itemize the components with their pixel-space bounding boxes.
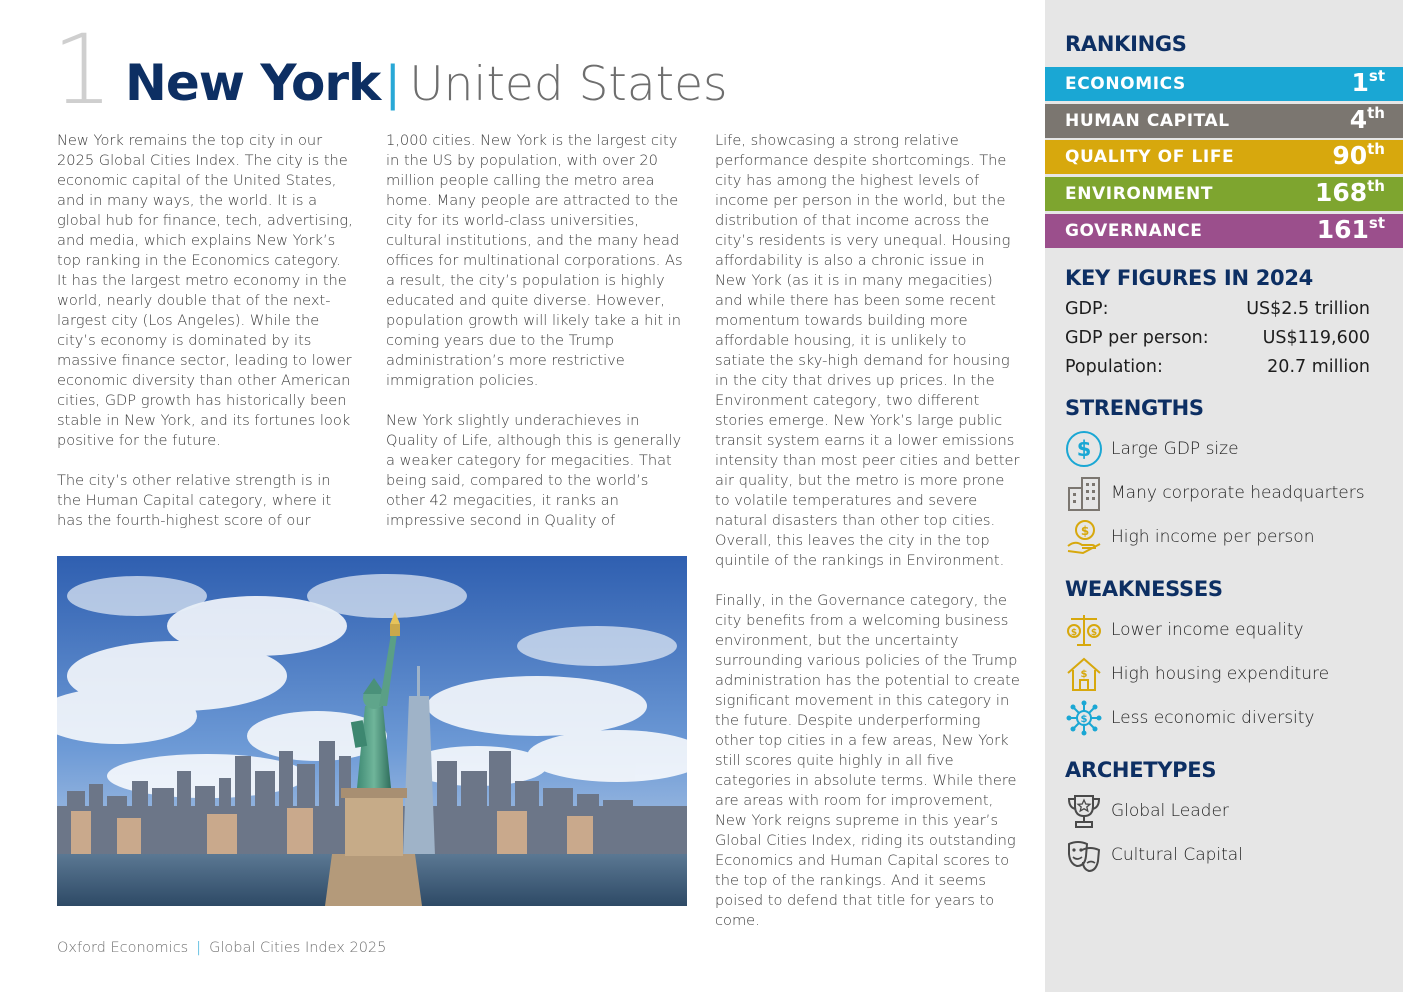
body-column-2: [386, 131, 684, 551]
key-figures-heading: KEY FIGURES IN 2024: [1065, 266, 1313, 290]
svg-text:$: $: [1080, 714, 1088, 725]
weakness-item: $ High housing expenditure: [1065, 655, 1395, 695]
hand-coin-icon: [1065, 518, 1103, 556]
ranking-value: 161st: [1316, 214, 1385, 244]
ranking-row-human-capital: [1045, 104, 1403, 138]
svg-text:$: $: [1080, 669, 1088, 680]
footer-report-title: Global Cities Index 2025: [209, 940, 387, 956]
archetype-item: Cultural Capital: [1065, 836, 1395, 876]
strength-item: $ Large GDP size: [1065, 430, 1395, 470]
dollar-circle-icon: [1065, 430, 1103, 468]
body-paragraph: New York slightly underachieves in Quality of Life, although this is generally a weaker category for megacities. That being said, compared to the world’s other 42 megacities, it ranks an impressive second in Quality of: [386, 412, 682, 529]
city-rank-number: 1: [52, 14, 110, 126]
archetypes-heading: ARCHETYPES: [1065, 758, 1217, 782]
body-paragraph: Life, showcasing a strong relative performance despite shortcomings. The city has among the highest levels of income per person in the world, but the distribution of that income across the city’s residents is very unequal. Housing affordability is also a chronic issue in New York (as it is in many megacities) and while there has been some recent momentum towards building more affordable housing, it is unlikely to satiate the sky-high demand for housing in the city that drives up prices. In the Environment category, two different stories emerge. New York’s large public transit system earns it a lower emissions intensity than most peer cities and better air quality, but the metro is more prone to volatile temperatures and severe natural disasters than other top cities. Overall, this leaves the city in the top quintile of the rankings in Environment.: [715, 132, 1020, 569]
statue-of-liberty-skyline-photo: [57, 556, 687, 906]
office-building-icon: [1065, 474, 1103, 512]
page-footer: [57, 940, 386, 956]
theater-masks-icon: [1065, 836, 1103, 874]
rankings-heading: RANKINGS: [1065, 32, 1187, 56]
ranking-value: 4th: [1349, 104, 1385, 134]
ranking-value: 90th: [1332, 140, 1385, 170]
page-title: [125, 56, 728, 111]
ranking-label: ECONOMICS: [1065, 74, 1186, 94]
strength-item: $ High income per person: [1065, 518, 1395, 558]
strengths-heading: STRENGTHS: [1065, 396, 1204, 420]
ranking-label: ENVIRONMENT: [1065, 184, 1214, 204]
svg-text:$: $: [1070, 628, 1078, 638]
body-paragraph: Finally, in the Governance category, the city benefits from a welcoming business environment, but the uncertainty surrounding various policies of the Trump administration has the potential to create significant movement in this category in the future. Despite underperforming other top cities in a few areas, New York still scores quite highly in all five categories in absolute terms. While there are areas with room for improvement, New York reigns supreme in this year’s Global Cities Index, riding its outstanding Economics and Human Capital scores to the top of the rankings. And it seems poised to defend that title for years to come.: [715, 592, 1020, 929]
footer-separator: |: [196, 940, 202, 956]
balance-scale-icon: [1065, 611, 1103, 649]
trophy-icon: [1065, 792, 1103, 830]
house-dollar-icon: [1065, 655, 1103, 693]
title-separator: |: [386, 55, 400, 111]
body-column-1: [57, 131, 353, 551]
ranking-label: QUALITY OF LIFE: [1065, 147, 1235, 167]
ranking-row-environment: [1045, 177, 1403, 211]
weakness-item: $ Less economic diversity: [1065, 699, 1395, 739]
city-profile-sidebar: RANKINGS ECONOMICS 1st HUMAN CAPITAL 4th QUALITY OF LIFE 90th ENVIRONMENT 168th GOVERNANCE 161st KEY FIGURES IN 2024 GDP: US$2.5 trillion GDP per person: US$119,600 Population: 20.7 million STRENGTHS $ Large GDP size Many corporate headquarters $ High income per person WEAKNESSES $ $ Lower income equality $ High housing expenditure $ Less economic diversity ARCHETYPES Global Leader Cultural Capital: [1045, 0, 1403, 992]
network-dollar-icon: [1065, 699, 1103, 737]
weaknesses-heading: WEAKNESSES: [1065, 577, 1223, 601]
body-paragraph: New York remains the top city in our 2025 Global Cities Index. The city is the economic capital of the United States, and in many ways, the world. It is a global hub for finance, tech, advertising, and media, which explains New York’s top ranking in the Economics category. It has the largest metro economy in the world, nearly double that of the next-largest city (Los Angeles). While the city’s economy is dominated by its massive finance sector, leading to lower economic diversity than other American cities, GDP growth has historically been stable in New York, and its fortunes look positive for the future.: [57, 132, 353, 449]
ranking-label: GOVERNANCE: [1065, 221, 1203, 241]
svg-text:$: $: [1076, 437, 1092, 461]
archetype-item: Global Leader: [1065, 792, 1395, 832]
ranking-value: 1st: [1351, 67, 1385, 97]
country-name: United States: [409, 57, 728, 112]
svg-text:$: $: [1080, 524, 1090, 538]
ranking-row-economics: [1045, 67, 1403, 101]
body-paragraph: The city’s other relative strength is in the Human Capital category, where it has the fourth-highest score of our: [57, 472, 332, 529]
body-column-3: [715, 131, 1020, 951]
strength-item: Many corporate headquarters: [1065, 474, 1395, 514]
footer-publisher: Oxford Economics: [57, 940, 189, 956]
body-paragraph: 1,000 cities. New York is the largest city in the US by population, with over 20 million people calling the metro area home. Many people are attracted to the city for its world-class universities, cultural institutions, and the many head offices for multinational corporations. As a result, the city’s population is highly educated and quite diverse. However, population growth will likely take a hit in coming years due to the Trump administration’s more restrictive immigration policies.: [386, 132, 683, 389]
ranking-label: HUMAN CAPITAL: [1065, 111, 1230, 131]
ranking-row-quality-of-life: [1045, 140, 1403, 174]
svg-text:$: $: [1090, 628, 1098, 638]
city-name: New York: [125, 54, 381, 112]
weakness-item: $ $ Lower income equality: [1065, 611, 1395, 651]
ranking-value: 168th: [1314, 177, 1385, 207]
ranking-row-governance: [1045, 214, 1403, 248]
